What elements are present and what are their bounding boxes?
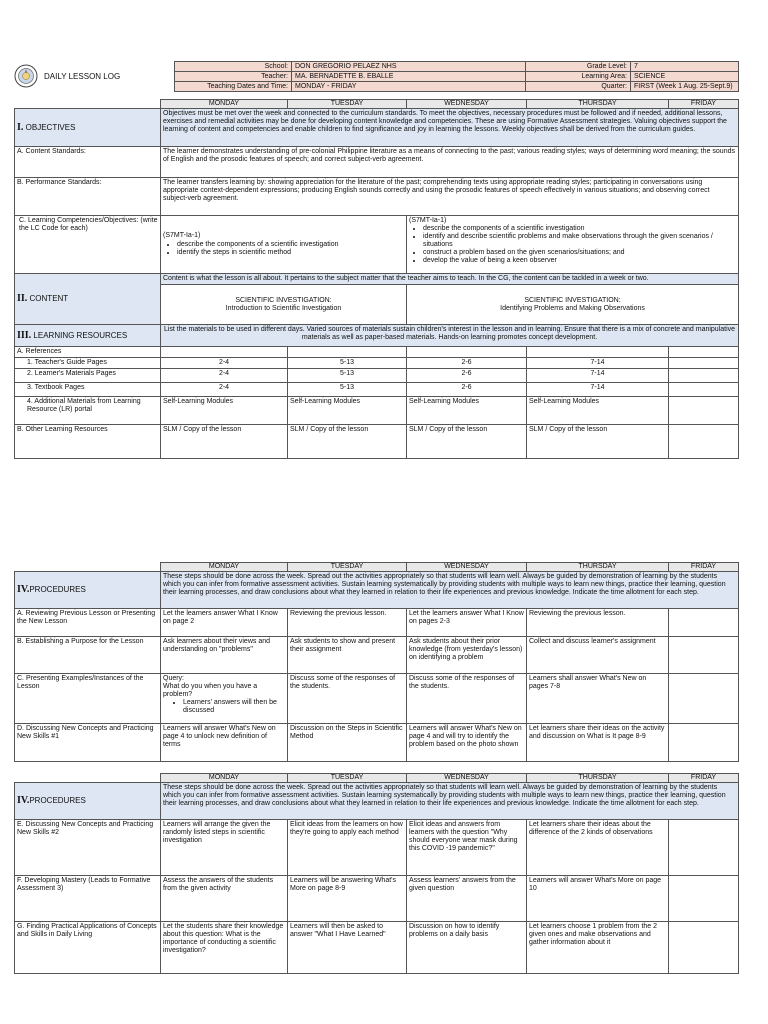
other-tuesday: SLM / Copy of the lesson	[288, 425, 407, 459]
resources-description: List the materials to be used in different days. Varied sources of materials sustain children's interest in the lesson and in learning. Ensure that there is a mix of concrete and manipulative materials as well as paper-based materials. Hands-on learning promotes concept development.	[161, 325, 739, 347]
procedure-a-wednesday: Let the learners answer What I Know on pages 2-3	[407, 609, 527, 637]
document-title: DAILY LESSON LOG	[44, 72, 121, 81]
dates-value: MONDAY - FRIDAY	[292, 82, 526, 92]
lm-wednesday: 2-6	[407, 369, 527, 383]
quarter-value: FIRST (Week 1 Aug. 25-Sept.9)	[631, 82, 739, 92]
tb-thursday: 7-14	[527, 383, 669, 397]
procedure-c-monday: Query: What do you when you have a problem? • Learners' answers will then be discussed	[161, 674, 288, 724]
procedure-a-label: A. Reviewing Previous Lesson or Presenting the New Lesson	[15, 609, 161, 637]
deped-seal-logo	[14, 64, 38, 88]
grade-value: 7	[631, 62, 739, 72]
procedure-g-tuesday: Learners will then be asked to answer "What I Have Learned"	[288, 922, 407, 974]
day-tuesday: TUESDAY	[288, 100, 407, 109]
procedure-d-label: D. Discussing New Concepts and Practicing New Skills #1	[15, 724, 161, 762]
learning-area-value: SCIENCE	[631, 72, 739, 82]
content-standards-label: A. Content Standards:	[15, 147, 161, 178]
competency-item: • describe the components of a scientific investigation	[423, 225, 736, 233]
procedure-e-tuesday: Elicit ideas from the learners on how they're going to apply each method	[288, 820, 407, 876]
procedures-heading: IV.PROCEDURES	[15, 783, 161, 820]
day-monday: MONDAY	[161, 774, 288, 783]
procedure-e-wednesday: Elicit ideas and answers from learners with the question "Why should everyone wear mask during this COVID -19 pandemic?"	[407, 820, 527, 876]
other-wednesday: SLM / Copy of the lesson	[407, 425, 527, 459]
procedure-c-label: C. Presenting Examples/Instances of the Lesson	[15, 674, 161, 724]
performance-standards-value: The learner transfers learning by: showing appreciation for the literature of the past; comprehending texts using appropriate reading styles; participating in conversations using appropriate context-dependent expressions; producing English sounds correctly and using the prosodic features of speech effectively in various situations; and observing correct subject-verb agreement.	[161, 178, 739, 216]
day-tuesday: TUESDAY	[288, 774, 407, 783]
tb-friday	[669, 383, 739, 397]
objectives-heading: I. OBJECTIVES	[15, 109, 161, 147]
additional-materials-label: 4. Additional Materials from Learning Resource (LR) portal	[15, 397, 161, 425]
competency-item: • describe the components of a scientific investigation	[177, 241, 404, 249]
procedure-f-monday: Assess the answers of the students from the given activity	[161, 876, 288, 922]
day-header-row	[15, 774, 739, 783]
school-value: DON GREGORIO PELAEZ NHS	[292, 62, 526, 72]
day-friday: FRIDAY	[669, 100, 739, 109]
tg-label: 1. Teacher's Guide Pages	[15, 358, 161, 369]
procedure-f-wednesday: Assess learners' answers from the given question	[407, 876, 527, 922]
tg-thursday: 7-14	[527, 358, 669, 369]
procedure-c-thursday: Learners shall answer What's New on pages 7-8	[527, 674, 669, 724]
competency-item: • develop the value of being a keen observer	[423, 257, 736, 265]
additional-friday	[669, 397, 739, 425]
competency-item: • construct a problem based on the given scenarios/situations; and	[423, 249, 736, 257]
procedure-f-tuesday: Learners will be answering What's More on page 8-9	[288, 876, 407, 922]
school-label: School:	[175, 62, 292, 72]
lm-thursday: 7-14	[527, 369, 669, 383]
day-thursday: THURSDAY	[527, 563, 669, 572]
procedure-c-friday	[669, 674, 739, 724]
performance-standards-label: B. Performance Standards:	[15, 178, 161, 216]
references-label: A. References	[15, 347, 161, 358]
procedure-g-friday	[669, 922, 739, 974]
teacher-label: Teacher:	[175, 72, 292, 82]
lm-friday	[669, 369, 739, 383]
grade-label: Grade Level:	[526, 62, 631, 72]
quarter-label: Quarter:	[526, 82, 631, 92]
procedure-a-thursday: Reviewing the previous lesson.	[527, 609, 669, 637]
content-left: SCIENTIFIC INVESTIGATION: Introduction to Scientific Investigation	[161, 285, 407, 325]
content-description: Content is what the lesson is all about. It pertains to the subject matter that the teacher aims to teach. In the CG, the content can be tackled in a week or two.	[161, 274, 739, 285]
additional-tuesday: Self-Learning Modules	[288, 397, 407, 425]
procedure-g-wednesday: Discussion on how to identify problems on a daily basis	[407, 922, 527, 974]
procedures-description: These steps should be done across the week. Spread out the activities appropriately so that students will learn well. Always be guided by demonstration of learning by the students which you can infer from formative assessment activities. Sustain learning systematically by providing students with multiple ways to learn new things, practice their learning, question their learning processes, and draw conclusions about what they learned in relation to their life experiences and previous knowledge. Indicate the time allotment for each step.	[161, 572, 739, 609]
procedure-b-friday	[669, 637, 739, 674]
procedure-b-monday: Ask learners about their views and understanding on "problems"	[161, 637, 288, 674]
additional-wednesday: Self-Learning Modules	[407, 397, 527, 425]
other-thursday: SLM / Copy of the lesson	[527, 425, 669, 459]
procedure-e-thursday: Let learners share their ideas about the difference of the 2 kinds of observations	[527, 820, 669, 876]
procedure-b-label: B. Establishing a Purpose for the Lesson	[15, 637, 161, 674]
day-thursday: THURSDAY	[527, 100, 669, 109]
tg-tuesday: 5-13	[288, 358, 407, 369]
competency-item: • identify the steps in scientific method	[177, 249, 404, 257]
day-monday: MONDAY	[161, 100, 288, 109]
competency-item: • identify and describe scientific problems and make observations through the given scenarios / situations	[423, 233, 736, 249]
tb-wednesday: 2-6	[407, 383, 527, 397]
lesson-log-table-3	[14, 773, 739, 974]
day-wednesday: WEDNESDAY	[407, 563, 527, 572]
content-heading: II. CONTENT	[15, 274, 161, 325]
tg-friday	[669, 358, 739, 369]
resources-heading: III. LEARNING RESOURCES	[15, 325, 161, 347]
procedures-description: These steps should be done across the week. Spread out the activities appropriately so that students will learn well. Always be guided by demonstration of learning by the students which you can infer from formative assessment activities. Sustain learning systematically by providing students with multiple ways to learn new things, practice their learning, question their learning processes, and draw conclusions about what they learned in relation to their life experiences and previous knowledge. Indicate the time allotment for each step.	[161, 783, 739, 820]
tg-monday: 2-4	[161, 358, 288, 369]
teacher-value: MA. BERNADETTE B. EBALLE	[292, 72, 526, 82]
day-header-row	[15, 100, 739, 109]
procedure-a-monday: Let the learners answer What I Know on page 2	[161, 609, 288, 637]
procedure-d-monday: Learners will answer What's New on page 4 to unlock new definition of terms	[161, 724, 288, 762]
lm-label: 2. Learner's Materials Pages	[15, 369, 161, 383]
competencies-left: (S7MT-Ia-1) • describe the components of a scientific investigation • identify the steps in scientific method	[161, 216, 407, 274]
procedure-e-label: E. Discussing New Concepts and Practicing New Skills #2	[15, 820, 161, 876]
competencies-right: (S7MT-Ia-1) • describe the components of a scientific investigation • identify and describe scientific problems and make observations through the given scenarios / situations • construct a problem based on the given scenarios/situations; and • develop the value of being a keen observer	[407, 216, 739, 274]
lesson-log-table-2	[14, 562, 739, 762]
procedure-g-thursday: Let learners choose 1 problem from the 2 given ones and make observations and gather information about it	[527, 922, 669, 974]
procedure-b-wednesday: Ask students about their prior knowledge (from yesterday's lesson) on identifying a problem	[407, 637, 527, 674]
procedures-heading: IV.PROCEDURES	[15, 572, 161, 609]
procedure-e-monday: Learners will arrange the given the randomly listed steps in scientific investigation	[161, 820, 288, 876]
content-right: SCIENTIFIC INVESTIGATION: Identifying Problems and Making Observations	[407, 285, 739, 325]
dates-label: Teaching Dates and Time:	[175, 82, 292, 92]
additional-monday: Self-Learning Modules	[161, 397, 288, 425]
procedure-a-tuesday: Reviewing the previous lesson.	[288, 609, 407, 637]
day-wednesday: WEDNESDAY	[407, 100, 527, 109]
other-monday: SLM / Copy of the lesson	[161, 425, 288, 459]
procedure-f-thursday: Learners will answer What's More on page 10	[527, 876, 669, 922]
day-thursday: THURSDAY	[527, 774, 669, 783]
tb-label: 3. Textbook Pages	[15, 383, 161, 397]
day-tuesday: TUESDAY	[288, 563, 407, 572]
content-standards-value: The learner demonstrates understanding of pre-colonial Philippine literature as a means of connecting to the past; various reading styles; ways of determining word meaning; the sounds of English and the prosodic features of speech; and correct subject-verb agreement.	[161, 147, 739, 178]
lm-monday: 2-4	[161, 369, 288, 383]
procedure-d-wednesday: Learners will answer What's New on page 4 and will try to identify the problem based on the photo shown	[407, 724, 527, 762]
procedure-g-label: G. Finding Practical Applications of Concepts and Skills in Daily Living	[15, 922, 161, 974]
day-wednesday: WEDNESDAY	[407, 774, 527, 783]
procedure-c-tuesday: Discuss some of the responses of the students.	[288, 674, 407, 724]
header-info-table	[174, 61, 739, 92]
procedure-c-wednesday: Discuss some of the responses of the students.	[407, 674, 527, 724]
procedure-a-friday	[669, 609, 739, 637]
additional-thursday: Self-Learning Modules	[527, 397, 669, 425]
procedure-f-friday	[669, 876, 739, 922]
procedure-d-tuesday: Discussion on the Steps in Scientific Method	[288, 724, 407, 762]
procedure-e-friday	[669, 820, 739, 876]
procedure-b-tuesday: Ask students to show and present their assignment	[288, 637, 407, 674]
day-header-row	[15, 563, 739, 572]
competencies-label: C. Learning Competencies/Objectives: (write the LC Code for each)	[15, 216, 161, 274]
procedure-bullet: • Learners' answers will then be discussed	[183, 699, 285, 715]
tb-tuesday: 5-13	[288, 383, 407, 397]
procedure-d-friday	[669, 724, 739, 762]
lesson-log-table-1	[14, 99, 739, 459]
objectives-description: Objectives must be met over the week and connected to the curriculum standards. To meet the objectives, necessary procedures must be followed and if needed, additional lessons, exercises and remedial activities may be done for developing content knowledge and competencies. These are using Formative Assessment strategies. Valuing objectives support the learning of content and competencies and enable children to find significance and joy in learning the lessons. Weekly objectives shall be derived from the curriculum guides.	[161, 109, 739, 147]
learning-area-label: Learning Area:	[526, 72, 631, 82]
tg-wednesday: 2-6	[407, 358, 527, 369]
day-friday: FRIDAY	[669, 563, 739, 572]
other-friday	[669, 425, 739, 459]
lm-tuesday: 5-13	[288, 369, 407, 383]
procedure-g-monday: Let the students share their knowledge about this question: What is the importance of conducting a scientific investigation?	[161, 922, 288, 974]
other-resources-label: B. Other Learning Resources	[15, 425, 161, 459]
tb-monday: 2-4	[161, 383, 288, 397]
procedure-b-thursday: Collect and discuss learner's assignment	[527, 637, 669, 674]
day-friday: FRIDAY	[669, 774, 739, 783]
procedure-f-label: F. Developing Mastery (Leads to Formative Assessment 3)	[15, 876, 161, 922]
procedure-d-thursday: Let learners share their ideas on the activity and discussion on What is It page 8-9	[527, 724, 669, 762]
day-monday: MONDAY	[161, 563, 288, 572]
